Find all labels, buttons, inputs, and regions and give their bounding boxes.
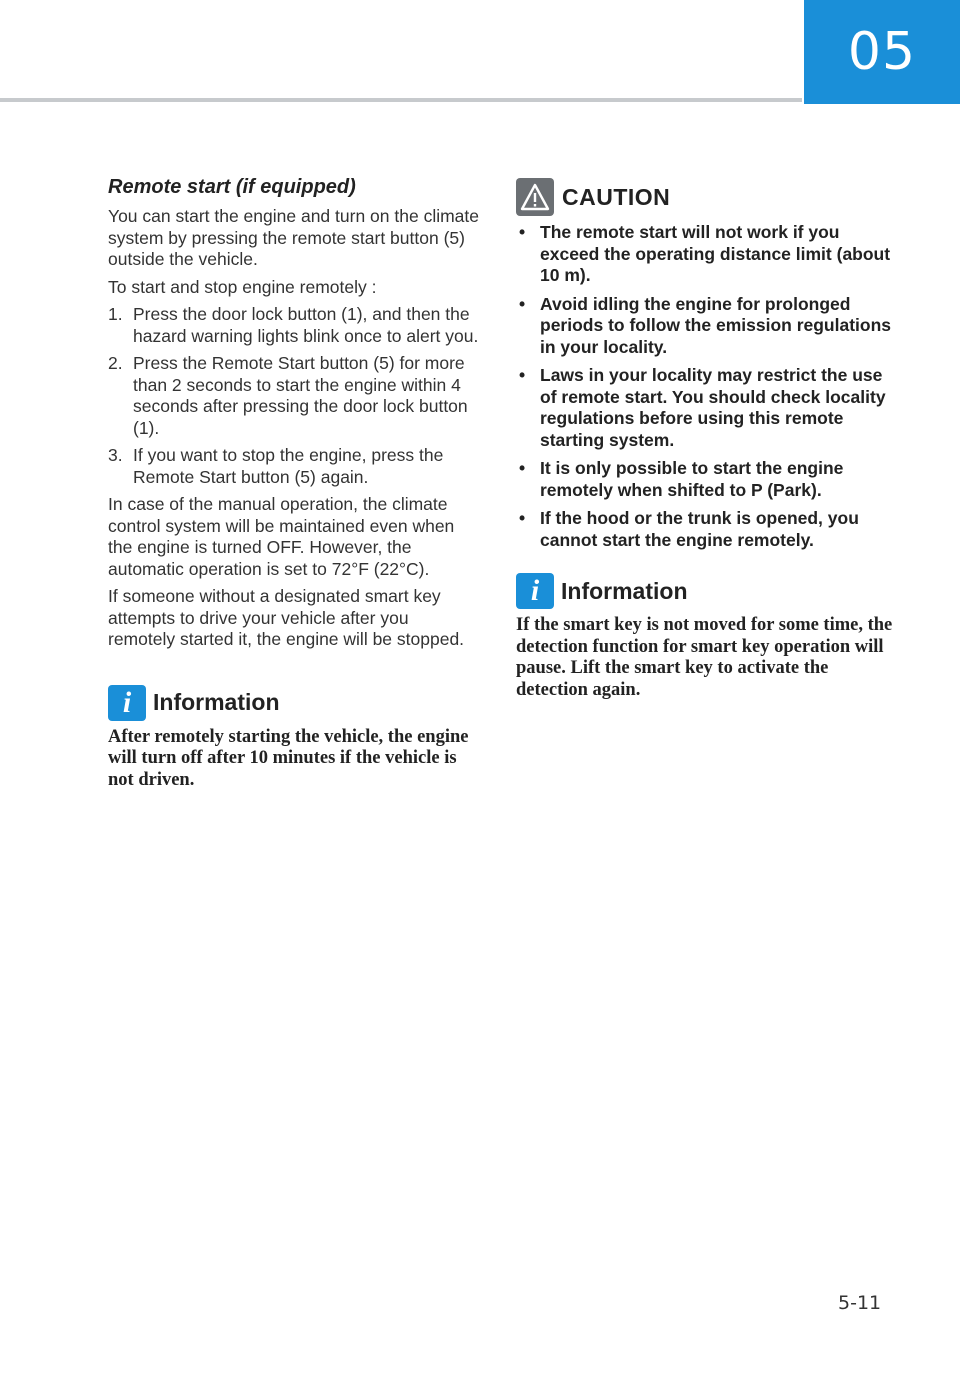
information-icon: i	[516, 573, 554, 609]
bullet: •	[519, 222, 526, 242]
information-header	[108, 685, 480, 721]
step-number: 2.	[108, 353, 123, 373]
bullet: •	[519, 458, 526, 478]
caution-item	[516, 365, 896, 451]
caution-item-text: The remote start will not work if you exceed the operating distance limit (about 10 m).	[540, 222, 891, 285]
caution-item	[516, 508, 896, 551]
right-column	[516, 178, 896, 701]
information-title: Information	[153, 689, 280, 715]
caution-item-text: If the hood or the trunk is opened, you cannot start the engine remotely.	[540, 508, 859, 550]
chapter-tab	[804, 0, 960, 104]
left-column	[108, 176, 480, 791]
page-number: 5-11	[838, 1292, 882, 1314]
step-number: 1.	[108, 304, 123, 324]
caution-item-text: Laws in your locality may restrict the use of remote start. You should check locality regulations before using this remote starting system.	[540, 365, 886, 450]
caution-item	[516, 294, 896, 359]
intro-paragraph: You can start the engine and turn on the climate system by pressing the remote start button (5) outside the vehicle.	[108, 206, 479, 269]
caution-item	[516, 458, 896, 501]
caution-item-text: It is only possible to start the engine remotely when shifted to P (Park).	[540, 458, 844, 500]
information-title: Information	[561, 577, 688, 604]
step-3	[108, 445, 480, 488]
bullet: •	[519, 508, 526, 528]
step-text: Press the Remote Start button (5) for more than 2 seconds to start the engine within 4 seconds after pressing the door lock button (1).	[133, 353, 468, 438]
information-text: If the smart key is not moved for some time, the detection function for smart key operation will pause. Lift the smart key to activate the detection again.	[516, 615, 893, 700]
information-box	[516, 573, 896, 701]
manual-operation-paragraph: In case of the manual operation, the climate control system will be maintained even when the engine is turned OFF. However, the automatic operation is set to 72°F (22°C).	[108, 494, 455, 579]
smart-key-paragraph: If someone without a designated smart key attempts to drive your vehicle after you remotely started it, the engine will be stopped.	[108, 586, 465, 649]
step-text: Press the door lock button (1), and then the hazard warning lights blink once to alert you.	[133, 304, 479, 346]
caution-item-text: Avoid idling the engine for prolonged periods to follow the emission regulations in your locality.	[540, 293, 892, 357]
chapter-number: 05	[847, 22, 917, 82]
header-rule	[0, 98, 802, 102]
caution-item	[516, 222, 896, 287]
bullet: •	[519, 365, 526, 385]
caution-header	[516, 178, 896, 216]
information-box	[108, 685, 480, 792]
step-text: If you want to stop the engine, press the Remote Start button (5) again.	[133, 445, 444, 487]
caution-title: CAUTION	[562, 183, 671, 210]
lead-paragraph: To start and stop engine remotely :	[108, 276, 377, 297]
information-header	[516, 573, 896, 609]
information-text: After remotely starting the vehicle, the engine will turn off after 10 minutes if the vehicle is not driven.	[108, 726, 469, 790]
section-title: Remote start (if equipped)	[108, 176, 356, 198]
step-number: 3.	[108, 445, 123, 465]
warning-triangle-icon	[516, 178, 554, 216]
information-icon: i	[108, 685, 146, 721]
step-1	[108, 304, 480, 347]
step-2	[108, 353, 480, 439]
caution-box	[516, 178, 896, 551]
bullet: •	[519, 293, 526, 314]
